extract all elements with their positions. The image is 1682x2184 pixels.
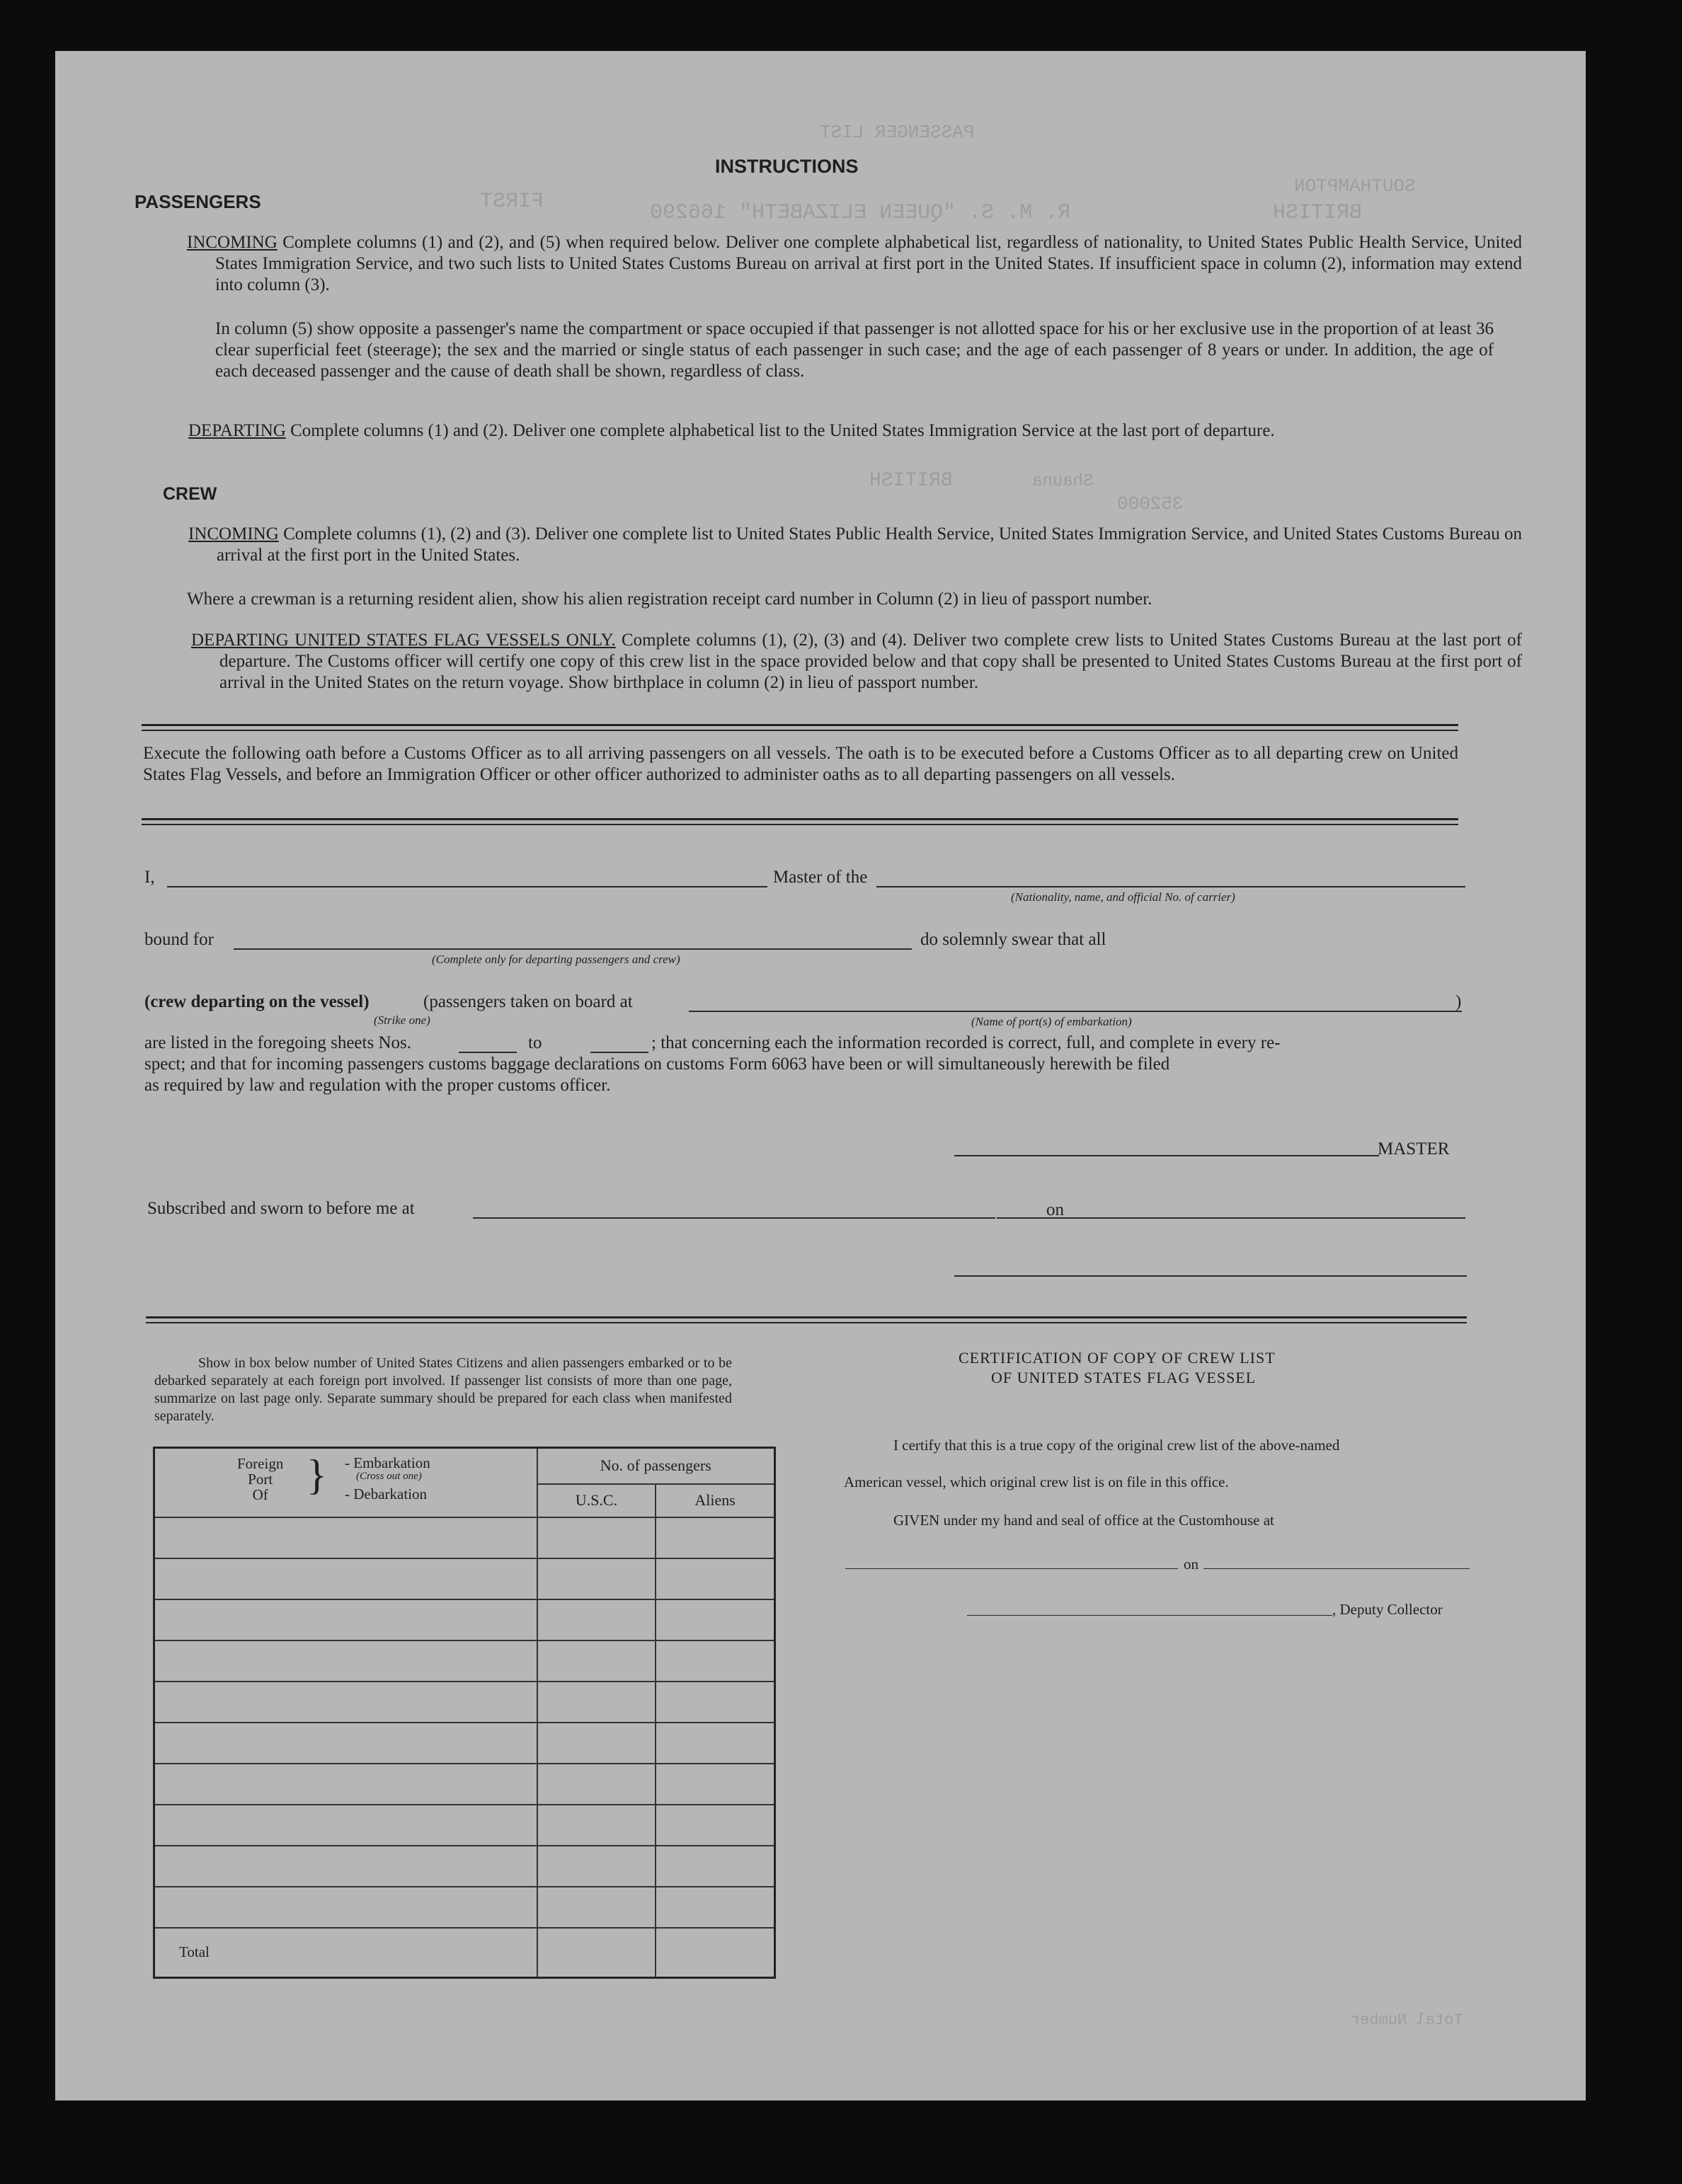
- passengers-departing-paragraph: [188, 420, 1522, 442]
- table-row: [154, 1846, 775, 1887]
- summary-instructions: Show in box below number of United States Citizens and alien passengers embarked or to be debarked separately at each foreign port involved. If passenger list consists of more than one page, summarize on last page only. Separate summary should be prepared for each class when manifested separately.: [154, 1355, 732, 1424]
- port-cell[interactable]: [154, 1887, 537, 1928]
- table-row: [154, 1887, 775, 1928]
- oath-intro-paragraph: Execute the following oath before a Customs Officer as to all arriving passengers on all vessels. The oath is to be executed before a Customs Officer as to all departing crew on United States Flag Vessels, and before an Immigration Officer or other officer authorized to administer oaths as to all departing passengers on all vessels.: [143, 744, 1458, 784]
- usc-cell[interactable]: [537, 1887, 656, 1928]
- usc-cell[interactable]: [537, 1723, 656, 1764]
- bound-for-caption: (Complete only for departing passengers and crew): [432, 953, 680, 966]
- table-row: [154, 1558, 775, 1599]
- document-page: [55, 51, 1586, 2100]
- usc-cell[interactable]: [537, 1682, 656, 1723]
- port-cell[interactable]: [154, 1558, 537, 1599]
- aliens-cell[interactable]: [656, 1887, 774, 1928]
- crew-departing-label: (crew departing on the vessel): [144, 992, 370, 1011]
- certification-date-field[interactable]: [1203, 1568, 1470, 1569]
- aliens-cell[interactable]: [656, 1682, 774, 1723]
- no-of-passengers-header: No. of passengers: [537, 1448, 775, 1484]
- bleedthrough-southampton: SOUTHAMPTON: [1294, 176, 1416, 197]
- given-line: GIVEN under my hand and seal of office at the Customhouse at: [893, 1512, 1274, 1529]
- foreign-word: Foreign: [237, 1455, 284, 1472]
- do-solemnly-label: do solemnly swear that all: [920, 930, 1106, 949]
- departing-us-paragraph: [191, 630, 1522, 694]
- divider-top: [142, 724, 1458, 731]
- certification-title-1: CERTIFICATION OF COPY OF CREW LIST: [959, 1349, 1276, 1367]
- passengers-incoming-paragraph: [187, 232, 1522, 296]
- aliens-cell[interactable]: [656, 1764, 774, 1805]
- embarkation-option[interactable]: - Embarkation: [345, 1454, 430, 1471]
- deputy-signature-field[interactable]: [967, 1615, 1332, 1616]
- departing-us-label: DEPARTING UNITED STATES FLAG VESSELS ONLY.: [191, 631, 616, 650]
- subscribed-on-label: on: [1046, 1200, 1064, 1219]
- close-paren: ): [1455, 992, 1462, 1011]
- divider-oath: [142, 818, 1458, 825]
- crew-heading: CREW: [163, 484, 217, 504]
- usc-cell[interactable]: [537, 1599, 656, 1640]
- crew-incoming-text: Complete columns (1), (2) and (3). Deliver one complete list to United States Public Health Service, United States Immigration Service, and United States Customs Bureau on arrival at the first port in the United States.: [217, 524, 1522, 565]
- instructions-title: INSTRUCTIONS: [715, 156, 859, 177]
- port-cell[interactable]: [154, 1805, 537, 1846]
- foreign-port-header: [154, 1448, 537, 1518]
- table-row: [154, 1599, 775, 1640]
- aliens-cell[interactable]: [656, 1846, 774, 1887]
- usc-header: U.S.C.: [537, 1484, 656, 1517]
- bleedthrough-number: 352000: [1117, 493, 1184, 515]
- subscribed-place-field[interactable]: [473, 1217, 995, 1219]
- usc-cell[interactable]: [537, 1640, 656, 1682]
- of-word: Of: [252, 1486, 268, 1503]
- usc-cell[interactable]: [537, 1805, 656, 1846]
- foreign-port-of-label: [237, 1456, 283, 1502]
- certification-title-2: OF UNITED STATES FLAG VESSEL: [991, 1369, 1257, 1386]
- aliens-header: Aliens: [656, 1484, 774, 1517]
- certify-line-b: American vessel, which original crew list is on file in this office.: [844, 1473, 1229, 1490]
- listed-label-b: ; that concerning each the information recorded is correct, full, and complete in every re-: [651, 1033, 1281, 1052]
- carrier-caption: (Nationality, name, and official No. of carrier): [1011, 890, 1235, 904]
- departing-label: DEPARTING: [188, 421, 286, 440]
- departing-text: Complete columns (1) and (2). Deliver one complete alphabetical list to the United States Immigration Service at the last port of departure.: [290, 421, 1275, 440]
- listed-to-label: to: [528, 1033, 542, 1052]
- port-cell[interactable]: [154, 1723, 537, 1764]
- aliens-cell[interactable]: [656, 1558, 774, 1599]
- usc-cell[interactable]: [537, 1558, 656, 1599]
- master-label: MASTER: [1378, 1139, 1450, 1159]
- bound-for-label: bound for: [144, 930, 214, 949]
- embarkation-caption: (Name of port(s) of embarkation): [971, 1015, 1132, 1028]
- carrier-field[interactable]: [876, 886, 1465, 887]
- certify-line-a: I certify that this is a true copy of the original crew list of the above-named: [893, 1437, 1340, 1454]
- departing-us-text: Complete columns (1), (2), (3) and (4). Deliver two complete crew lists to United States Customs Bureau at the last port of departure. The Customs officer will certify one copy of this crew list in the space provided below and that copy shall be presented to United States Customs Bureau at the first port of arrival in the United States on the return voyage. Show birthplace in column (2) in lieu of passport number.: [219, 631, 1522, 692]
- aliens-cell[interactable]: [656, 1805, 774, 1846]
- crew-incoming-paragraph: [188, 524, 1522, 566]
- listed-label-a: are listed in the foregoing sheets Nos.: [144, 1033, 411, 1052]
- incoming-label: INCOMING: [187, 233, 278, 252]
- bleedthrough-shauna: Shauna: [1032, 472, 1094, 491]
- total-label: Total: [154, 1928, 537, 1977]
- table-row: [154, 1805, 775, 1846]
- brace-icon: }: [307, 1452, 327, 1498]
- customhouse-field[interactable]: [845, 1568, 1178, 1569]
- bleedthrough-british: BRITISH: [869, 470, 953, 492]
- divider-bottom: [146, 1316, 1467, 1323]
- table-row: [154, 1682, 775, 1723]
- port-cell[interactable]: [154, 1764, 537, 1805]
- bleedthrough-total-number: Total Number: [1351, 2011, 1463, 2029]
- debarkation-option[interactable]: - Debarkation: [345, 1485, 428, 1502]
- master-of-the-label: Master of the: [773, 868, 868, 887]
- embarkation-field[interactable]: [689, 1011, 1462, 1012]
- listed-label-d: as required by law and regulation with the proper customs officer.: [144, 1076, 611, 1095]
- usc-total-cell[interactable]: [537, 1928, 656, 1977]
- aliens-total-cell[interactable]: [656, 1928, 774, 1977]
- passengers-taken-label: (passengers taken on board at: [423, 992, 633, 1011]
- passengers-heading: PASSENGERS: [135, 191, 261, 212]
- aliens-cell[interactable]: [656, 1599, 774, 1640]
- master-name-field[interactable]: [167, 886, 767, 887]
- usc-cell[interactable]: [537, 1846, 656, 1887]
- port-cell[interactable]: [154, 1846, 537, 1887]
- crew-incoming-label: INCOMING: [188, 524, 279, 544]
- bleedthrough-passenger-list: PASSENGER LIST: [820, 122, 975, 143]
- strike-one-caption: (Strike one): [374, 1013, 430, 1027]
- usc-cell[interactable]: [537, 1764, 656, 1805]
- port-word: Port: [248, 1471, 273, 1488]
- incoming-text: Complete columns (1) and (2), and (5) when required below. Deliver one complete alphabetical list, regardless of nationality, to United States Public Health Service, United States Immigration Service, and two such lists to United States Customs Bureau on arrival at first port in the United States. If insufficient space in column (2), information may extend into column (3).: [215, 233, 1522, 294]
- usc-cell[interactable]: [537, 1517, 656, 1558]
- aliens-cell[interactable]: [656, 1723, 774, 1764]
- bleedthrough-carrier: BRITISH: [1273, 201, 1363, 225]
- table-row: [154, 1640, 775, 1682]
- crewman-paragraph: Where a crewman is a returning resident alien, show his alien registration receipt card number in Column (2) in lieu of passport number.: [187, 590, 1152, 609]
- oath-i-label: I,: [144, 868, 155, 887]
- subscribed-label: Subscribed and sworn to before me at: [147, 1199, 415, 1218]
- deputy-collector-label: , Deputy Collector: [1332, 1601, 1443, 1618]
- officer-signature-field[interactable]: [954, 1275, 1467, 1277]
- port-cell[interactable]: [154, 1517, 537, 1558]
- aliens-cell[interactable]: [656, 1517, 774, 1558]
- total-row: [154, 1928, 775, 1977]
- column5-paragraph: In column (5) show opposite a passenger's name the compartment or space occupied if that passenger is not allotted space for his or her exclusive use in the proportion of at least 36 clear superficial feet (steerage); the sex and the married or single status of each passenger in such case; and the age of each passenger of 8 years or under. In addition, the age of each deceased passenger and the cause of death shall be shown, regardless of class.: [215, 319, 1494, 381]
- port-cell[interactable]: [154, 1682, 537, 1723]
- table-row: [154, 1517, 775, 1558]
- sheet-from-field[interactable]: [459, 1052, 517, 1053]
- certification-on-label: on: [1184, 1556, 1198, 1573]
- master-signature-field[interactable]: [954, 1155, 1379, 1156]
- table-row: [154, 1764, 775, 1805]
- summary-table: [153, 1447, 776, 1979]
- sheet-to-field[interactable]: [590, 1052, 648, 1053]
- listed-label-c: spect; and that for incoming passengers customs baggage declarations on customs Form 6063 have been or will simultaneously herewith be filed: [144, 1054, 1170, 1074]
- table-row: [154, 1723, 775, 1764]
- subscribed-date-field[interactable]: [997, 1217, 1465, 1219]
- port-cell[interactable]: [154, 1640, 537, 1682]
- bleedthrough-vessel: R. M. S. "QUEEN ELIZABETH" 166290: [650, 201, 1071, 225]
- port-cell[interactable]: [154, 1599, 537, 1640]
- bound-for-field[interactable]: [234, 948, 912, 950]
- cross-out-caption: (Cross out one): [356, 1471, 422, 1482]
- aliens-cell[interactable]: [656, 1640, 774, 1682]
- bleedthrough-first: FIRST: [480, 190, 544, 214]
